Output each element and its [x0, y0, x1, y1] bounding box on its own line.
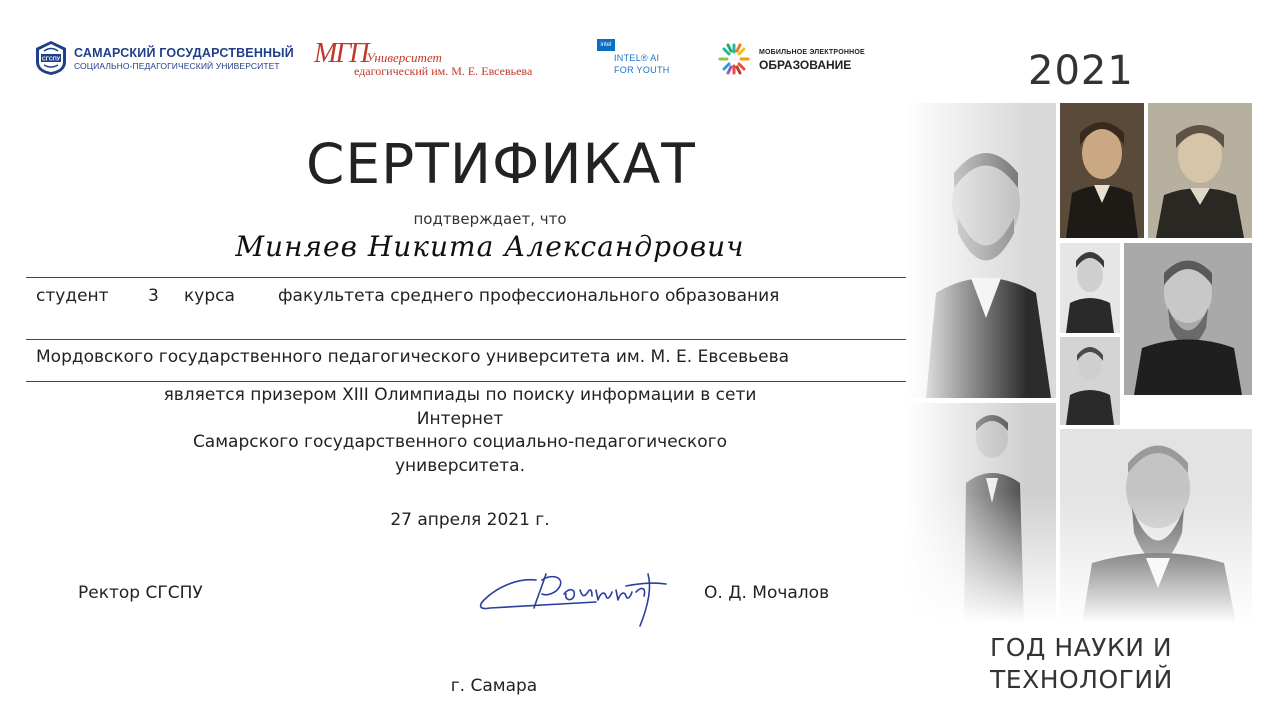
mobile-education-icon [717, 42, 751, 76]
achievement-line: Интернет [416, 408, 504, 429]
sgspu-logo-line2: СОЦИАЛЬНО-ПЕДАГОГИЧЕСКИЙ УНИВЕРСИТЕТ [74, 61, 280, 71]
achievement-line: университета. [395, 455, 525, 476]
divider-line [26, 381, 946, 382]
course-word: курса [184, 286, 235, 306]
intel-ai-logo [597, 38, 687, 78]
recipient-name: Миняев Никита Александрович [235, 230, 745, 263]
certificate-title: СЕРТИФИКАТ [306, 132, 696, 196]
rector-signature [476, 566, 696, 632]
achievement-line: является призером XIII Олимпиады по поиску информации в сети [163, 385, 757, 405]
issue-date: 27 апреля 2021 г. [390, 510, 550, 530]
mgpu-logo-line1: Университет [366, 50, 442, 65]
achievement-line: Самарского государственного социально-педагогического [192, 432, 728, 452]
rector-name: О. Д. Мочалов [704, 583, 830, 603]
mgpu-logo-line2: едагогический им. М. Е. Евсевьева [354, 64, 533, 78]
achievement-text [80, 384, 840, 478]
city-text: г. Самара [450, 676, 538, 696]
sgspu-logo [34, 40, 294, 80]
sgspu-emblem-icon [34, 40, 68, 76]
banner-line1: ГОД НАУКИ И [990, 633, 1173, 662]
sgspu-emblem-text: СГСПУ [41, 56, 61, 63]
mobile-education-line2: ОБРАЗОВАНИЕ [759, 58, 852, 72]
mgpu-logo [314, 38, 564, 78]
intel-logo-box: intel [597, 39, 615, 51]
mgpu-logo-mark: МГП [314, 38, 368, 69]
divider-line [26, 339, 946, 340]
rector-label: Ректор СГСПУ [78, 583, 203, 603]
banner-line2: ТЕХНОЛОГИЙ [990, 665, 1173, 694]
year-of-science-banner [990, 632, 1173, 696]
divider-line [26, 277, 946, 278]
intel-logo-line1: INTEL® AI [614, 53, 660, 63]
mobile-education-line1: МОБИЛЬНОЕ ЭЛЕКТРОННОЕ [759, 49, 865, 56]
student-word: студент [36, 286, 109, 306]
year-label: 2021 [1028, 48, 1134, 94]
intel-logo-line2: FOR YOUTH [614, 65, 670, 75]
faculty-text: факультета среднего профессионального образования [278, 286, 780, 306]
scientists-portrait-collage [906, 103, 1252, 623]
university-text: Мордовского государственного педагогического университета им. М. Е. Евсевьева [36, 347, 790, 367]
confirms-text: подтверждает, что [413, 210, 567, 228]
course-number: 3 [148, 286, 159, 306]
sgspu-logo-line1: САМАРСКИЙ ГОСУДАРСТВЕННЫЙ [74, 46, 294, 60]
mobile-education-logo [717, 42, 887, 78]
